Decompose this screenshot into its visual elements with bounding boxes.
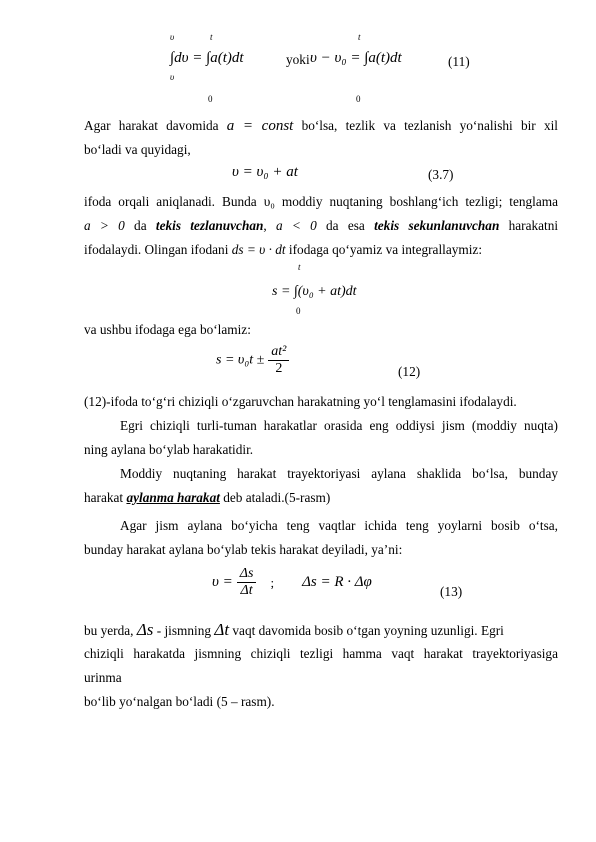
para2-line2	[84, 218, 558, 234]
equation-13-number: (13)	[440, 584, 463, 599]
eq12-den: 2	[275, 361, 283, 376]
eq13-rhs: Δs = R · Δφ	[302, 574, 372, 590]
a-less-zero: a < 0	[275, 218, 317, 233]
eq12-fraction	[268, 344, 289, 377]
para6-line2-a: harakat	[84, 490, 124, 505]
comma: ,	[263, 218, 267, 233]
eq13-fraction	[237, 566, 257, 599]
eq11-lhs: ∫dυ = ∫a(t)dt	[170, 50, 244, 66]
para6-line2-c: deb ataladi.(5-rasm)	[223, 490, 331, 505]
eq11-rhs: υ − υ₀ = ∫a(t)dt	[310, 50, 402, 66]
equation-3-7-number: (3.7)	[428, 167, 454, 182]
equation-12-number: (12)	[398, 364, 421, 379]
da-esa-text: da esa	[326, 218, 365, 233]
para2-line3-a: ifodalaydi. Olingan ifodani	[84, 242, 229, 257]
para1-line2: bo‘ladi va quyidagi,	[84, 142, 191, 157]
aylanma-harakat: aylanma harakat	[126, 490, 220, 505]
eq13-lhs: υ =	[212, 574, 233, 590]
tekis-sekunlanuvchan: tekis sekunlanuvchan	[374, 218, 500, 233]
para5-line1: Egri chiziqli turli-tuman harakatlar orasida eng oddiysi jism (moddiy nuqta)	[120, 418, 558, 433]
para4: (12)-ifoda to‘g‘ri chiziqli o‘zgaruvchan harakatning yo‘l tenglamasini ifodalaydi.	[84, 394, 517, 409]
equation-11	[170, 32, 570, 102]
para8-line3: urinma	[84, 670, 122, 685]
para1-line1	[84, 118, 558, 134]
para2-line3	[84, 242, 482, 258]
eq13-num: Δs	[237, 566, 257, 583]
eq13-den: Δt	[240, 583, 253, 598]
const-expr: a = const	[226, 118, 294, 134]
para6-line1: Moddiy nuqtaning harakat trayektoriyasi aylana shaklida bo‘lsa, bunday	[120, 466, 558, 481]
para1-text-a: Agar harakat davomida	[84, 118, 219, 133]
eq11-rhs-upper: t	[358, 32, 361, 42]
para1-text-b: bo‘lsa, tezlik va tezlanish yo‘nalishi bir xil	[301, 118, 558, 133]
para2-line3-b: ifodaga qo‘yamiz va integrallaymiz:	[288, 242, 483, 257]
da-text: da	[134, 218, 147, 233]
integral-upper: t	[298, 262, 301, 272]
delta-s: Δs	[136, 620, 154, 639]
para3: va ushbu ifodaga ega bo‘lamiz:	[84, 322, 251, 337]
para8-line1	[84, 622, 504, 639]
para8-line1-c: vaqt davomida bosib o‘tgan yoyning uzunligi. Egri	[232, 623, 504, 638]
eq11-upper-t: t	[210, 32, 213, 42]
para6-line2	[84, 490, 330, 506]
para8-line2: chiziqli harakatda jismning chiziqli tezligi hamma vaqt harakat trayektoriyasiga	[84, 646, 558, 661]
para7-line2: bunday harakat aylana bo‘ylab tekis harakat deyiladi, ya’ni:	[84, 542, 403, 557]
eq11-lower-upsilon-2: υ	[170, 72, 175, 82]
a-greater-zero: a > 0	[84, 218, 125, 233]
delta-t: Δt	[214, 620, 230, 639]
para8-line1-b: - jismning	[156, 623, 212, 638]
equation-13	[212, 566, 372, 606]
integral-equation: s = ∫(υ₀ + at)dt	[272, 284, 357, 299]
para5-line2: ning aylana bo‘ylab harakatidir.	[84, 442, 254, 457]
integral-lower: 0	[296, 306, 301, 316]
para7-line1: Agar jism aylana bo‘yicha teng vaqtlar ichida teng yoylarni bosib o‘tsa,	[120, 518, 558, 533]
para8-line1-a: bu yerda,	[84, 623, 134, 638]
eq12-num: at²	[268, 344, 289, 361]
para2-line1: ifoda orqali aniqlanadi. Bunda υ₀ moddiy nuqtaning boshlang‘ich tezligi; tenglama	[84, 194, 558, 209]
tekis-tezlanuvchan: tekis tezlanuvchan	[155, 218, 264, 233]
equation-3-7: υ = υ₀ + at	[232, 164, 298, 180]
eq11-rhs-lower: 0	[356, 94, 361, 104]
eq13-sep: ;	[270, 574, 275, 590]
harakatni-text: harakatni	[508, 218, 559, 233]
para8-line4: bo‘lib yo‘nalgan bo‘ladi (5 – rasm).	[84, 694, 275, 709]
equation-12	[216, 344, 289, 384]
eq11-number: (11)	[448, 54, 470, 69]
eq11-lower-0: 0	[208, 94, 213, 104]
eq12-lhs: s = υ₀t ±	[216, 352, 265, 368]
eq11-lower-upsilon: υ	[170, 32, 175, 42]
ds-expr: ds = υ · dt	[231, 242, 286, 257]
eq11-yoki: yoki	[286, 52, 310, 67]
